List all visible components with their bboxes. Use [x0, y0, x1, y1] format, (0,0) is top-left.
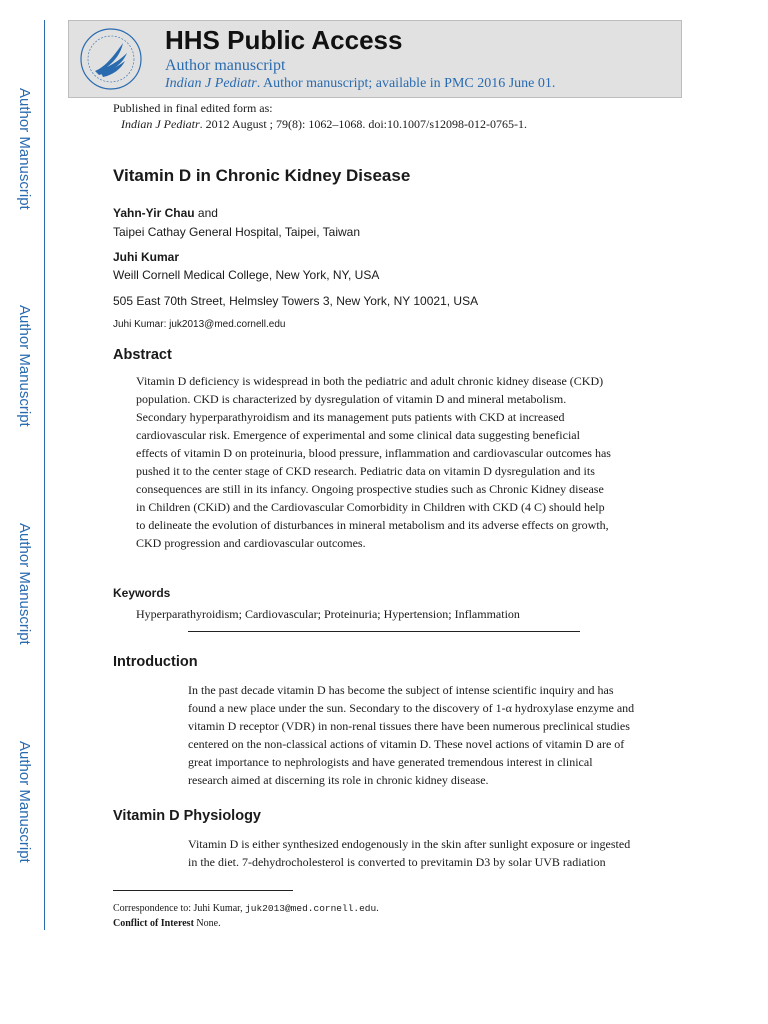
- author-1-name: Yahn-Yir Chau: [113, 206, 195, 220]
- abstract-line: population. CKD is characterized by dysregulation of vitamin D and mineral metabolism.: [136, 392, 567, 406]
- conflict-value: None.: [193, 918, 221, 929]
- introduction-body: [188, 681, 634, 789]
- abstract-line: CKD progression and cardiovascular outcomes.: [136, 536, 366, 550]
- hhs-header-banner: [68, 20, 682, 98]
- hhs-seal-logo: [79, 27, 143, 91]
- physiology-line: Vitamin D is either synthesized endogenously in the skin after sunlight exposure or ingested: [188, 837, 631, 851]
- margin-rule: [44, 20, 45, 930]
- abstract-line: consequences are still in its infancy. Ongoing prospective studies such as Chronic Kidney disease: [136, 482, 604, 496]
- abstract-line: pushed it to the center stage of CKD research. Pediatric data on vitamin D dysregulation and its: [136, 464, 595, 478]
- introduction-line: centered on the non-classical actions of vitamin D. These novel actions of vitamin D are of: [188, 737, 625, 751]
- introduction-line: research aimed at discerning its role in chronic kidney disease.: [188, 773, 489, 787]
- conflict-label: Conflict of Interest: [113, 918, 194, 929]
- header-title: HHS Public Access: [165, 25, 403, 55]
- abstract-line: cardiovascular risk. Emergence of experimental and some clinical data suggesting beneficial: [136, 428, 580, 442]
- introduction-heading: Introduction: [113, 654, 198, 670]
- keywords-list: Hyperparathyroidism; Cardiovascular; Proteinuria; Hypertension; Inflammation: [136, 607, 520, 621]
- correspondence-label: Correspondence to: Juhi Kumar,: [113, 903, 246, 914]
- header-subtitle: Author manuscript: [165, 57, 286, 74]
- physiology-line: in the diet. 7-dehydrocholesterol is converted to previtamin D3 by solar UVB radiation: [188, 855, 606, 869]
- published-label: Published in final edited form as:: [113, 101, 273, 115]
- introduction-line: vitamin D receptor (VDR) in non-renal tissues there have been numerous preclinical studies: [188, 719, 630, 733]
- sidebar-label: Author Manuscript: [16, 523, 33, 645]
- published-citation: [121, 117, 527, 132]
- abstract-line: effects of vitamin D on proteinuria, blood pressure, inflammation and cardiovascular outcomes has: [136, 446, 611, 460]
- article-title: Vitamin D in Chronic Kidney Disease: [113, 166, 411, 185]
- author-1-and: and: [194, 206, 218, 220]
- abstract-line: Secondary hyperparathyroidism and its management puts patients with CKD at increased: [136, 410, 565, 424]
- abstract-line: Vitamin D deficiency is widespread in both the pediatric and adult chronic kidney disease (CKD): [136, 374, 604, 388]
- sidebar-label: Author Manuscript: [16, 88, 33, 210]
- journal-abbrev: Indian J Pediatr: [165, 76, 257, 91]
- correspondence-email[interactable]: juk2013@med.cornell.edu: [245, 903, 377, 914]
- abstract-line: to delineate the evolution of disturbances in mineral metabolism and its adverse effects on growth,: [136, 518, 609, 532]
- citation-details: . 2012 August ; 79(8): 1062–1068. doi:10.1007/s12098-012-0765-1.: [199, 117, 527, 131]
- introduction-line: great importance to nephrologists and have generated tremendous interest in clinical: [188, 755, 593, 769]
- physiology-body: [188, 835, 630, 871]
- abstract-line: in Children (CKiD) and the Cardiovascular Comorbidity in Children with CKD (4 C) should help: [136, 500, 605, 514]
- author-address: 505 East 70th Street, Helmsley Towers 3, New York, NY 10021, USA: [113, 294, 479, 308]
- author-1-affiliation: Taipei Cathay General Hospital, Taipei, Taiwan: [113, 225, 361, 239]
- journal-availability: . Author manuscript; available in PMC 2016 June 01.: [256, 76, 556, 91]
- physiology-heading: Vitamin D Physiology: [113, 808, 261, 824]
- author-1: [113, 206, 218, 220]
- correspondence-footnote: [113, 903, 379, 914]
- author-2-affiliation: Weill Cornell Medical College, New York, NY, USA: [113, 268, 380, 282]
- sidebar-label: Author Manuscript: [16, 741, 33, 863]
- introduction-line: In the past decade vitamin D has become the subject of intense scientific inquiry and has: [188, 683, 614, 697]
- conflict-footnote: [113, 918, 221, 929]
- footnote-divider: [113, 890, 293, 891]
- author-email: Juhi Kumar: juk2013@med.cornell.edu: [113, 319, 286, 330]
- citation-journal: Indian J Pediatr: [121, 117, 200, 131]
- introduction-line: found a new place under the sun. Secondary to the discovery of 1-α hydroxylase enzyme and: [188, 701, 635, 715]
- sidebar-label: Author Manuscript: [16, 305, 33, 427]
- author-2-name: Juhi Kumar: [113, 250, 180, 264]
- abstract-heading: Abstract: [113, 347, 172, 363]
- header-journal-line: [165, 76, 555, 92]
- abstract-body: [136, 372, 611, 552]
- keywords-divider: [188, 631, 580, 632]
- correspondence-end: .: [376, 903, 379, 914]
- keywords-heading: Keywords: [113, 586, 171, 600]
